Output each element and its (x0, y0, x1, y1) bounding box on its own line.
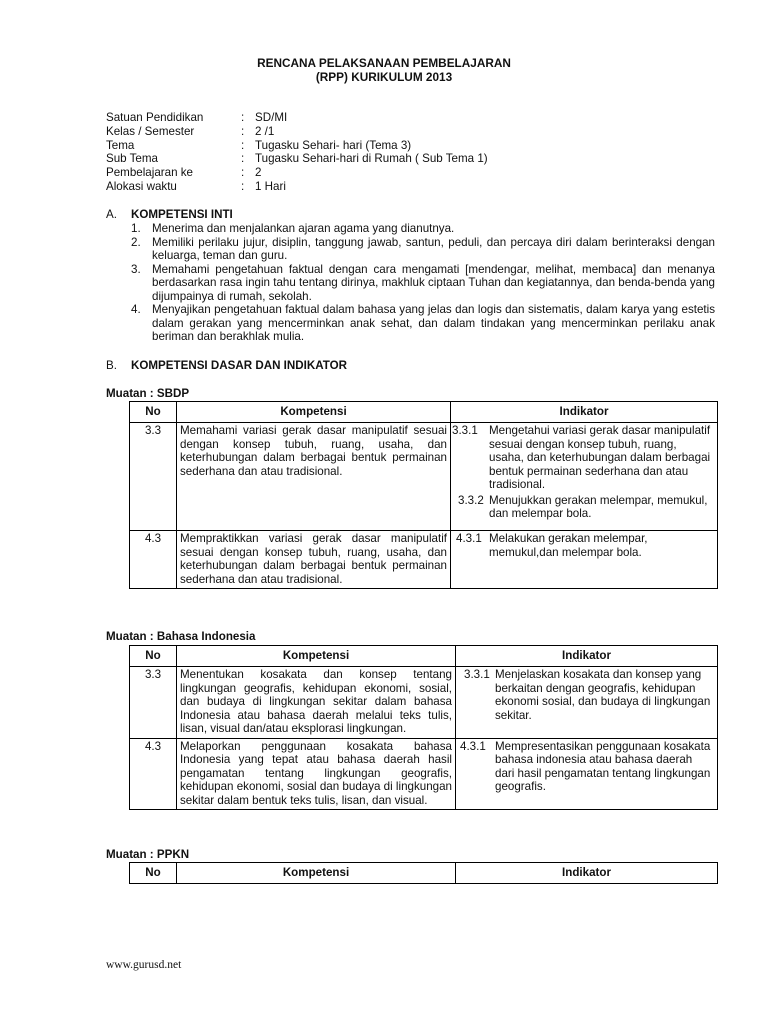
muatan-bindo-label: Muatan : Bahasa Indonesia (106, 630, 256, 643)
section-letter: A. (106, 208, 117, 221)
cell-kompetensi: Memahami variasi gerak dasar manipulatif sesuai dengan konsep tubuh, ruang, usaha, dan keterhubungan dalam berbagai bentuk permainan sederhana dan atau tradisional. (177, 423, 451, 531)
section-a-heading (106, 208, 233, 222)
section-b-heading (106, 359, 347, 373)
cell-no: 3.3 (130, 423, 177, 531)
identity-colon: : (241, 152, 245, 166)
table-header-row (130, 402, 718, 423)
list-text: Memahami pengetahuan faktual dengan cara mengamati [mendengar, melihat, membaca] dan menanya berdasarkan rasa ingin tahu tentang dirinya, makhluk ciptaan Tuhan dan kegiatannya, dan benda-benda yang dijumpainya di rumah, sekolah. (152, 262, 715, 303)
identity-label: Tema (106, 138, 135, 152)
muatan-sbdp-label: Muatan : SBDP (106, 387, 190, 400)
cell-no: 3.3 (130, 667, 177, 739)
cell-indikator (451, 423, 718, 531)
indikator-number: 3.3.1 (452, 424, 478, 437)
identity-value: 2 (255, 166, 262, 180)
header-kompetensi: Kompetensi (177, 646, 456, 667)
list-item (131, 263, 715, 304)
table-row (130, 531, 718, 589)
table-row (130, 667, 718, 739)
identity-label: Pembelajaran ke (106, 166, 194, 180)
section-title: KOMPETENSI INTI (131, 208, 233, 221)
doc-title-line1: RENCANA PELAKSANAAN PEMBELAJARAN (257, 56, 511, 70)
table-row (130, 423, 718, 531)
list-text: Menerima dan menjalankan ajaran agama yang dianutnya. (152, 222, 455, 235)
indikator-item (456, 532, 714, 559)
header-kompetensi: Kompetensi (177, 402, 451, 423)
header-no: No (130, 863, 177, 884)
cell-indikator (456, 738, 718, 810)
identity-label: Satuan Pendidikan (106, 111, 204, 124)
identity-colon: : (241, 124, 245, 138)
header-no: No (130, 402, 177, 423)
identity-row (106, 139, 488, 153)
indikator-text: Mempresentasikan penggunaan kosakata bahasa indonesia atau bahasa daerah dari hasil pengamatan tentang lingkungan geografis. (495, 739, 711, 793)
bahasa-indonesia-table (129, 645, 718, 810)
muatan-ppkn-label: Muatan : PPKN (106, 848, 190, 861)
indikator-number: 4.3.1 (460, 739, 486, 753)
section-letter: B. (106, 359, 117, 372)
list-number: 1. (131, 222, 141, 235)
identity-row (106, 166, 488, 180)
footer-url: www.gurusd.net (106, 959, 182, 971)
identity-row (106, 125, 488, 139)
header-indikator: Indikator (456, 863, 718, 884)
header-indikator: Indikator (451, 402, 718, 423)
indikator-number: 3.3.2 (458, 493, 484, 507)
cell-no: 4.3 (130, 738, 177, 810)
header-kompetensi: Kompetensi (177, 863, 456, 884)
doc-title-line2: (RPP) KURIKULUM 2013 (315, 70, 453, 84)
identity-colon: : (241, 166, 245, 180)
identity-label: Alokasi waktu (106, 179, 177, 193)
list-text: Memiliki perilaku jujur, disiplin, tanggung jawab, santun, peduli, dan percaya diri dalam berinteraksi dengan keluarga, teman dan guru. (152, 235, 715, 262)
cell-indikator (451, 531, 718, 589)
identity-value: Tugasku Sehari-hari di Rumah ( Sub Tema 1) (255, 152, 488, 166)
list-number: 4. (131, 303, 141, 316)
identity-colon: : (241, 179, 245, 193)
indikator-item (452, 494, 714, 521)
list-number: 3. (131, 262, 141, 276)
identity-value: 1 Hari (255, 179, 286, 193)
indikator-text: Mengetahui variasi gerak dasar manipulatif sesuai dengan konsep tubuh, ruang, usaha, dan keterhubungan dalam berbagai bentuk permainan sederhana dan atau tradisional. (489, 424, 711, 491)
table-row (130, 738, 718, 810)
ppkn-table (129, 862, 718, 884)
section-title: KOMPETENSI DASAR DAN INDIKATOR (131, 359, 347, 372)
header-indikator: Indikator (456, 646, 718, 667)
identity-value: SD/MI (255, 111, 288, 124)
header-no: No (130, 646, 177, 667)
identity-value: 2 /1 (255, 124, 275, 138)
indikator-item (464, 668, 714, 722)
list-item (131, 222, 715, 236)
identity-row (106, 180, 488, 194)
indikator-number: 3.3.1 (464, 668, 490, 681)
identity-row (106, 111, 488, 125)
identity-label: Sub Tema (106, 152, 158, 166)
identity-colon: : (241, 111, 245, 124)
sbdp-table (129, 401, 718, 589)
list-item (131, 236, 715, 263)
list-text: Menyajikan pengetahuan faktual dalam bahasa yang jelas dan logis dan sistematis, dalam karya yang estetis dalam gerakan yang mencerminkan anak sehat, dan dalam tindakan yang mencerminkan perilaku anak beriman dan berakhlak mulia. (152, 303, 715, 343)
table-header-row (130, 646, 718, 667)
table-header-row (130, 863, 718, 884)
cell-no: 4.3 (130, 531, 177, 589)
indikator-text: Menujukkan gerakan melempar, memukul, dan melempar bola. (489, 493, 708, 520)
indikator-text: Melakukan gerakan melempar, memukul,dan melempar bola. (489, 532, 648, 559)
identity-row (106, 152, 488, 166)
identity-value: Tugasku Sehari- hari (Tema 3) (255, 138, 412, 152)
indikator-item (460, 740, 714, 794)
indikator-text: Menjelaskan kosakata dan konsep yang berkaitan dengan geografis, kehidupan ekonomi sosial, dan budaya di lingkungan sekitar. (495, 668, 711, 722)
list-item (131, 303, 715, 344)
identity-colon: : (241, 138, 245, 152)
cell-indikator (456, 667, 718, 739)
identity-label: Kelas / Semester (106, 124, 195, 138)
indikator-item (452, 424, 714, 492)
cell-kompetensi: Mempraktikkan variasi gerak dasar manipulatif sesuai dengan konsep tubuh, ruang, usaha, dan keterhubungan dalam berbagai bentuk permainan sederhana dan atau tradisional. (177, 531, 451, 589)
list-number: 2. (131, 235, 141, 249)
cell-kompetensi: Menentukan kosakata dan konsep tentang lingkungan geografis, kehidupan ekonomi, sosial, dan budaya di lingkungan sekitar dalam bahasa Indonesia atau bahasa daerah melalui teks tulis, lisan, visual dan/atau eksplorasi lingkungan. (177, 667, 456, 739)
cell-kompetensi: Melaporkan penggunaan kosakata bahasa Indonesia yang tepat atau bahasa daerah hasil pengamatan tentang lingkungan geografis, kehidupan ekonomi, sosial dan budaya di lingkungan sekitar dalam bentuk teks tulis, lisan, dan visual. (177, 738, 456, 810)
kompetensi-inti-list (131, 222, 715, 344)
identity-block (106, 111, 488, 194)
indikator-number: 4.3.1 (456, 532, 482, 545)
